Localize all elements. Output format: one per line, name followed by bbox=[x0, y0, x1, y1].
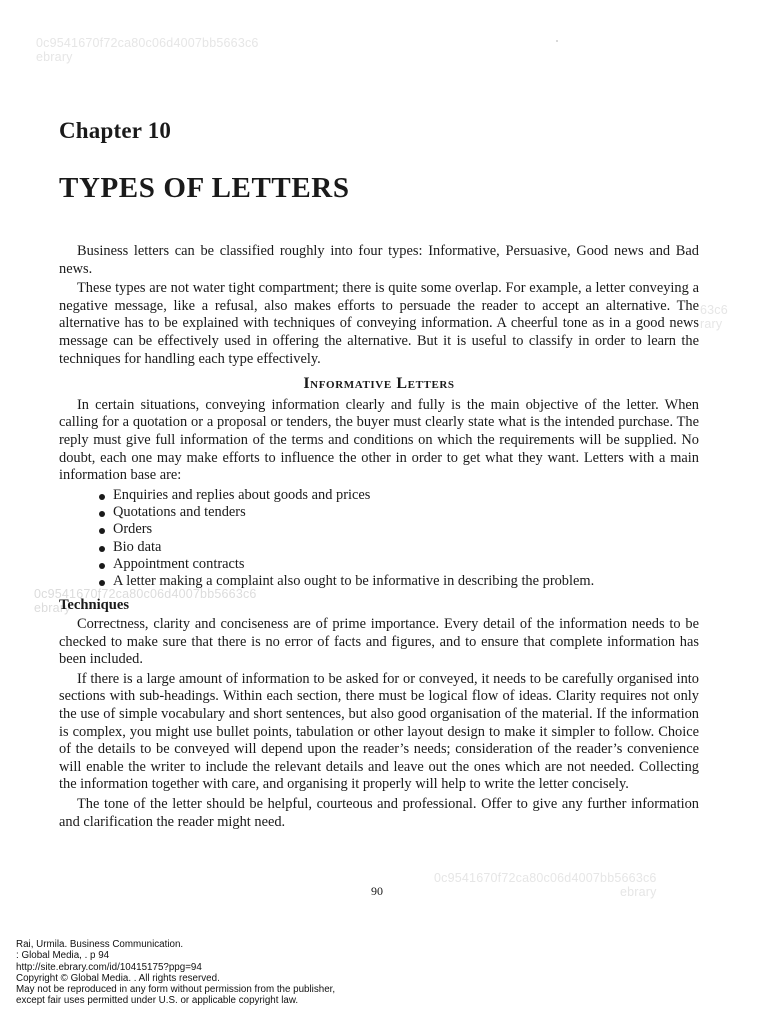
chapter-label: Chapter 10 bbox=[59, 118, 172, 143]
watermark-edge-brand: rary bbox=[700, 317, 723, 331]
watermark-top bbox=[36, 36, 259, 64]
bullet-item: Enquiries and replies about goods and prices bbox=[99, 487, 699, 504]
bullet-item: Quotations and tenders bbox=[99, 504, 699, 521]
footer-line: May not be reproduced in any form without permission from the publisher, bbox=[16, 984, 336, 996]
watermark-id: 0c9541670f72ca80c06d4007bb5663c6 bbox=[34, 587, 257, 601]
techniques-paragraph: If there is a large amount of information to be asked for or conveyed, it needs to be carefully organised into sections with sub-headings. Within each section, there must be logical flow of ideas. Clarity requires not only the use of simple vocabulary and short sentences, but also good organisation of the material. If the information is complex, you might use bullet points, tabulation or other layout design to make it simpler to follow. Choice of the details to be conveyed will depend upon the reader’s needs; consideration of the reader’s convenience will enable the writer to include the relevant details and leave out the ones which are not needed. Collecting the information together with care, and organising it properly will help to write the letter concisely. bbox=[59, 670, 699, 793]
stray-mark bbox=[556, 40, 558, 42]
citation-footer bbox=[16, 939, 335, 1007]
watermark-id: 0c9541670f72ca80c06d4007bb5663c6 bbox=[434, 871, 657, 885]
bullet-list bbox=[59, 487, 699, 591]
intro-paragraph: These types are not water tight compartment; there is quite some overlap. For example, a letter conveying a negative message, like a refusal, also makes efforts to persuade the reader to accept an alternative. The alternative has to be explained with techniques of conveying information. A cheerful tone as in a good news message can be effectively used in offering the alternative. But it is useful to classify in order to learn the techniques for handling each type effectively. bbox=[59, 280, 699, 367]
chapter-title: TYPES OF LETTERS bbox=[59, 172, 350, 204]
footer-line: Copyright © Global Media. . All rights reserved. bbox=[16, 972, 220, 984]
bullet-item: Bio data bbox=[99, 539, 699, 556]
watermark-brand: ebrary bbox=[36, 50, 73, 64]
footer-line: except fair uses permitted under U.S. or applicable copyright law. bbox=[16, 995, 299, 1007]
watermark-brand: ebrary bbox=[34, 601, 71, 615]
techniques-paragraph: Correctness, clarity and conciseness are of prime importance. Every detail of the information needs to be checked to make sure that there is no error of facts and figures, and to ensure that complete information has been included. bbox=[59, 616, 699, 668]
techniques-heading: Techniques bbox=[59, 596, 130, 613]
footer-line: Rai, Urmila. Business Communication. bbox=[16, 939, 184, 950]
section-heading: Informative Letters bbox=[303, 375, 455, 393]
page-body bbox=[59, 243, 699, 831]
watermark-brand: ebrary bbox=[619, 885, 657, 899]
page-number: 90 bbox=[371, 884, 383, 898]
bullet-item: Orders bbox=[99, 521, 699, 538]
techniques-paragraph: The tone of the letter should be helpful, courteous and professional. Offer to give any further information and clarification the reader might need. bbox=[59, 796, 699, 830]
intro-paragraph: Business letters can be classified roughly into four types: Informative, Persuasive, Good news and Bad news. bbox=[59, 243, 699, 277]
footer-line: : Global Media, . p 94 bbox=[16, 950, 110, 962]
bullet-item: A letter making a complaint also ought to be informative in describing the problem. bbox=[99, 573, 699, 590]
section-paragraph: In certain situations, conveying information clearly and fully is the main objective of the letter. When calling for a quotation or a proposal or tenders, the buyer must clearly state what is the intended purchase. The reply must give full information of the terms and conditions on which the requirements will be supplied. No doubt, each one may make efforts to influence the other in order to get what they want. Letters with a main information base are: bbox=[59, 396, 699, 484]
watermark-edge-id: 63c6 bbox=[700, 303, 728, 317]
watermark-id: 0c9541670f72ca80c06d4007bb5663c6 bbox=[36, 36, 259, 50]
watermark-right-edge bbox=[700, 303, 728, 331]
bullet-item: Appointment contracts bbox=[99, 556, 699, 573]
footer-link[interactable]: http://site.ebrary.com/id/10415175?ppg=94 bbox=[16, 961, 202, 973]
watermark-bottom bbox=[434, 871, 657, 899]
